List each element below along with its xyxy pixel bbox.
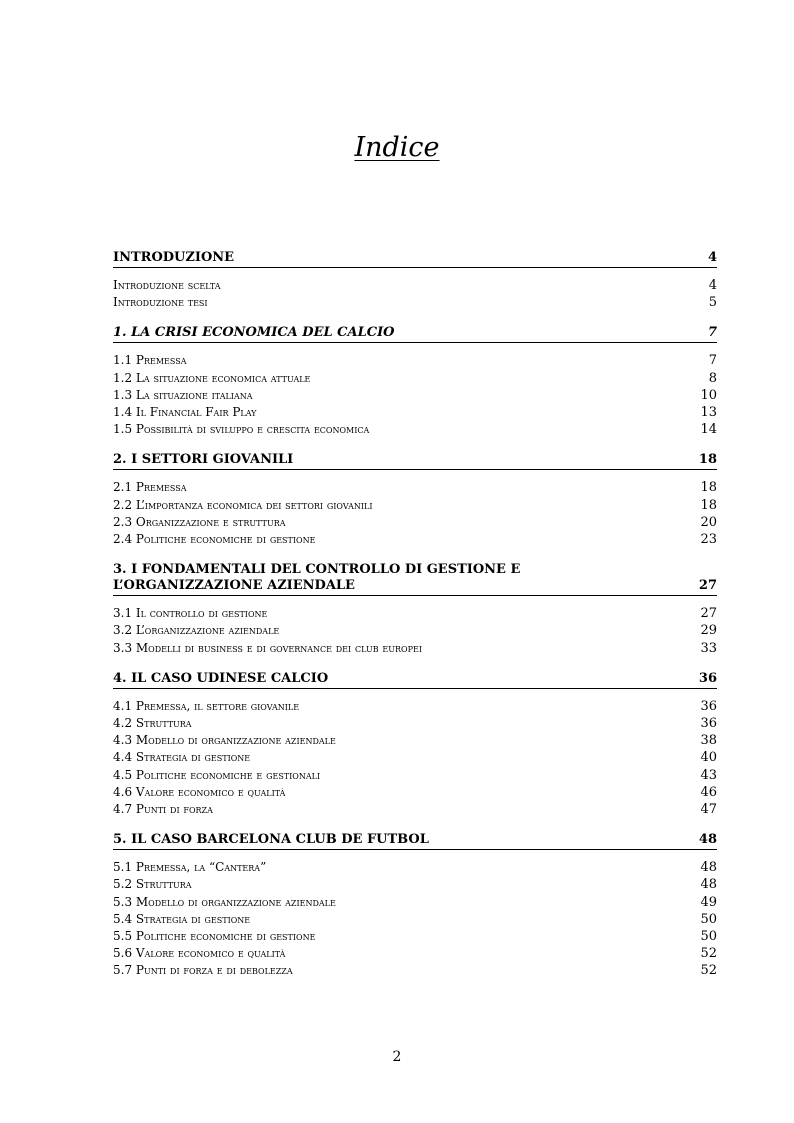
entry-page: 50 [700, 929, 717, 945]
entry-title: 5.1 Premessa, la “Cantera” [113, 860, 267, 875]
page-number: 2 [392, 1049, 402, 1065]
entry-title: 1.2 La situazione economica attuale [113, 370, 311, 385]
entry-page: 36 [700, 716, 717, 732]
toc-entry[interactable] [113, 622, 717, 639]
entry-title: 5.6 Valore economico e qualità [113, 946, 286, 961]
entry-title: 5.3 Modello di organizzazione aziendale [113, 894, 336, 909]
entry-page: 48 [700, 877, 717, 893]
chapter-page: 4 [707, 250, 717, 265]
toc-entry[interactable] [113, 421, 717, 438]
entry-page: 46 [700, 784, 717, 800]
chapter-page: 48 [698, 832, 717, 848]
toc-entry[interactable] [113, 749, 717, 766]
entry-title: 1.5 Possibilità di sviluppo e crescita economica [113, 422, 370, 437]
toc-entry[interactable] [113, 715, 717, 732]
entry-title: 1.3 La situazione italiana [113, 387, 253, 402]
chapter-page: 36 [698, 670, 717, 686]
toc-entry[interactable] [113, 531, 717, 548]
entry-title: 2.3 Organizzazione e struttura [113, 514, 286, 529]
entry-page: 29 [700, 623, 717, 639]
entry-title: 5.4 Strategia di gestione [113, 911, 251, 926]
entry-title: Introduzione scelta [113, 278, 221, 292]
toc-entry[interactable] [113, 387, 717, 404]
entry-title: Introduzione tesi [113, 295, 208, 310]
toc-entry[interactable] [113, 732, 717, 749]
toc-chapter [113, 671, 717, 818]
entry-title: 3.2 L’organizzazione aziendale [113, 623, 280, 638]
entry-page: 13 [700, 405, 717, 421]
toc-chapter [113, 832, 717, 979]
toc-entry[interactable] [113, 698, 717, 715]
entry-title: 2.2 L’importanza economica dei settori giovanili [113, 497, 373, 512]
toc-entry[interactable] [113, 479, 717, 496]
entry-page: 48 [700, 860, 717, 876]
entry-title: 3.1 Il controllo di gestione [113, 606, 268, 621]
entry-page: 4 [708, 278, 717, 293]
chapter-title: 3. I FONDAMENTALI DEL CONTROLLO DI GESTIONE E L’ORGANIZZAZIONE AZIENDALE [113, 562, 521, 594]
entry-page: 27 [700, 606, 717, 622]
toc-entry[interactable] [113, 859, 717, 876]
entry-page: 36 [700, 698, 717, 714]
entry-title: 3.3 Modelli di business e di governance dei club europei [113, 640, 422, 655]
entry-page: 47 [700, 802, 717, 818]
entry-title: 5.5 Politiche economiche di gestione [113, 929, 316, 944]
toc-entry[interactable] [113, 945, 717, 962]
entry-page: 52 [700, 946, 717, 962]
entry-page: 18 [700, 480, 717, 496]
entry-title: 4.2 Struttura [113, 716, 192, 731]
toc-chapter [113, 325, 717, 438]
entry-title: 2.1 Premessa [113, 480, 187, 495]
chapter-page: 27 [698, 578, 717, 594]
entry-page: 50 [700, 911, 717, 927]
entry-page: 33 [700, 640, 717, 656]
entry-title: 4.3 Modello di organizzazione aziendale [113, 733, 336, 748]
entry-title: 1.4 Il Financial Fair Play [113, 405, 257, 420]
toc-entry[interactable] [113, 911, 717, 928]
entry-title: 4.4 Strategia di gestione [113, 750, 251, 765]
toc-chapter-heading[interactable] [113, 832, 717, 850]
entry-page: 52 [700, 963, 717, 979]
entry-page: 20 [700, 514, 717, 530]
entry-page: 5 [708, 295, 717, 311]
entry-page: 10 [700, 387, 717, 403]
chapter-title: 4. IL CASO UDINESE CALCIO [113, 670, 329, 686]
toc-chapter [113, 250, 717, 311]
entry-page: 38 [700, 733, 717, 749]
toc-entry[interactable] [113, 894, 717, 911]
chapter-title: 2. I SETTORI GIOVANILI [113, 452, 294, 468]
toc-entry[interactable] [113, 767, 717, 784]
toc-chapter [113, 562, 717, 657]
toc-entry[interactable] [113, 928, 717, 945]
entry-title: 1.1 Premessa [113, 353, 187, 368]
entry-title: 4.6 Valore economico e qualità [113, 784, 286, 799]
chapter-page: 7 [707, 325, 717, 341]
toc-entry[interactable] [113, 514, 717, 531]
entry-title: 4.5 Politiche economiche e gestionali [113, 767, 321, 782]
entry-title: 5.2 Struttura [113, 877, 192, 892]
toc-entry[interactable] [113, 277, 717, 294]
entry-page: 23 [700, 532, 717, 548]
toc-entry[interactable] [113, 294, 717, 311]
entry-title: 2.4 Politiche economiche di gestione [113, 532, 316, 547]
entry-page: 8 [708, 370, 717, 386]
chapter-title: INTRODUZIONE [113, 250, 235, 265]
toc-chapter-heading[interactable] [113, 325, 717, 343]
toc-chapter-heading[interactable] [113, 452, 717, 470]
toc-entry[interactable] [113, 497, 717, 514]
entry-title: 4.7 Punti di forza [113, 802, 213, 817]
chapter-title: 5. IL CASO BARCELONA CLUB DE FUTBOL [113, 832, 429, 848]
entry-page: 43 [700, 767, 717, 783]
chapter-title: 1. LA CRISI ECONOMICA DEL CALCIO [113, 325, 395, 341]
toc-entry[interactable] [113, 370, 717, 387]
toc-chapter-heading[interactable] [113, 250, 717, 268]
toc-entry[interactable] [113, 640, 717, 657]
toc-entry[interactable] [113, 352, 717, 369]
toc-chapter [113, 452, 717, 548]
table-of-contents [113, 250, 717, 994]
toc-entry[interactable] [113, 784, 717, 801]
entry-title: 5.7 Punti di forza e di debolezza [113, 963, 293, 978]
entry-page: 7 [708, 353, 717, 369]
entry-page: 49 [700, 894, 717, 910]
entry-title: 4.1 Premessa, il settore giovanile [113, 698, 300, 713]
entry-page: 14 [700, 422, 717, 438]
toc-entry[interactable] [113, 605, 717, 622]
toc-entry[interactable] [113, 404, 717, 421]
page-title: Indice [354, 132, 440, 163]
toc-entry[interactable] [113, 801, 717, 818]
chapter-page: 18 [698, 452, 717, 468]
toc-entry[interactable] [113, 962, 717, 979]
entry-page: 40 [700, 750, 717, 766]
toc-chapter-heading[interactable] [113, 562, 717, 596]
toc-entry[interactable] [113, 876, 717, 893]
toc-chapter-heading[interactable] [113, 671, 717, 689]
entry-page: 18 [700, 497, 717, 513]
